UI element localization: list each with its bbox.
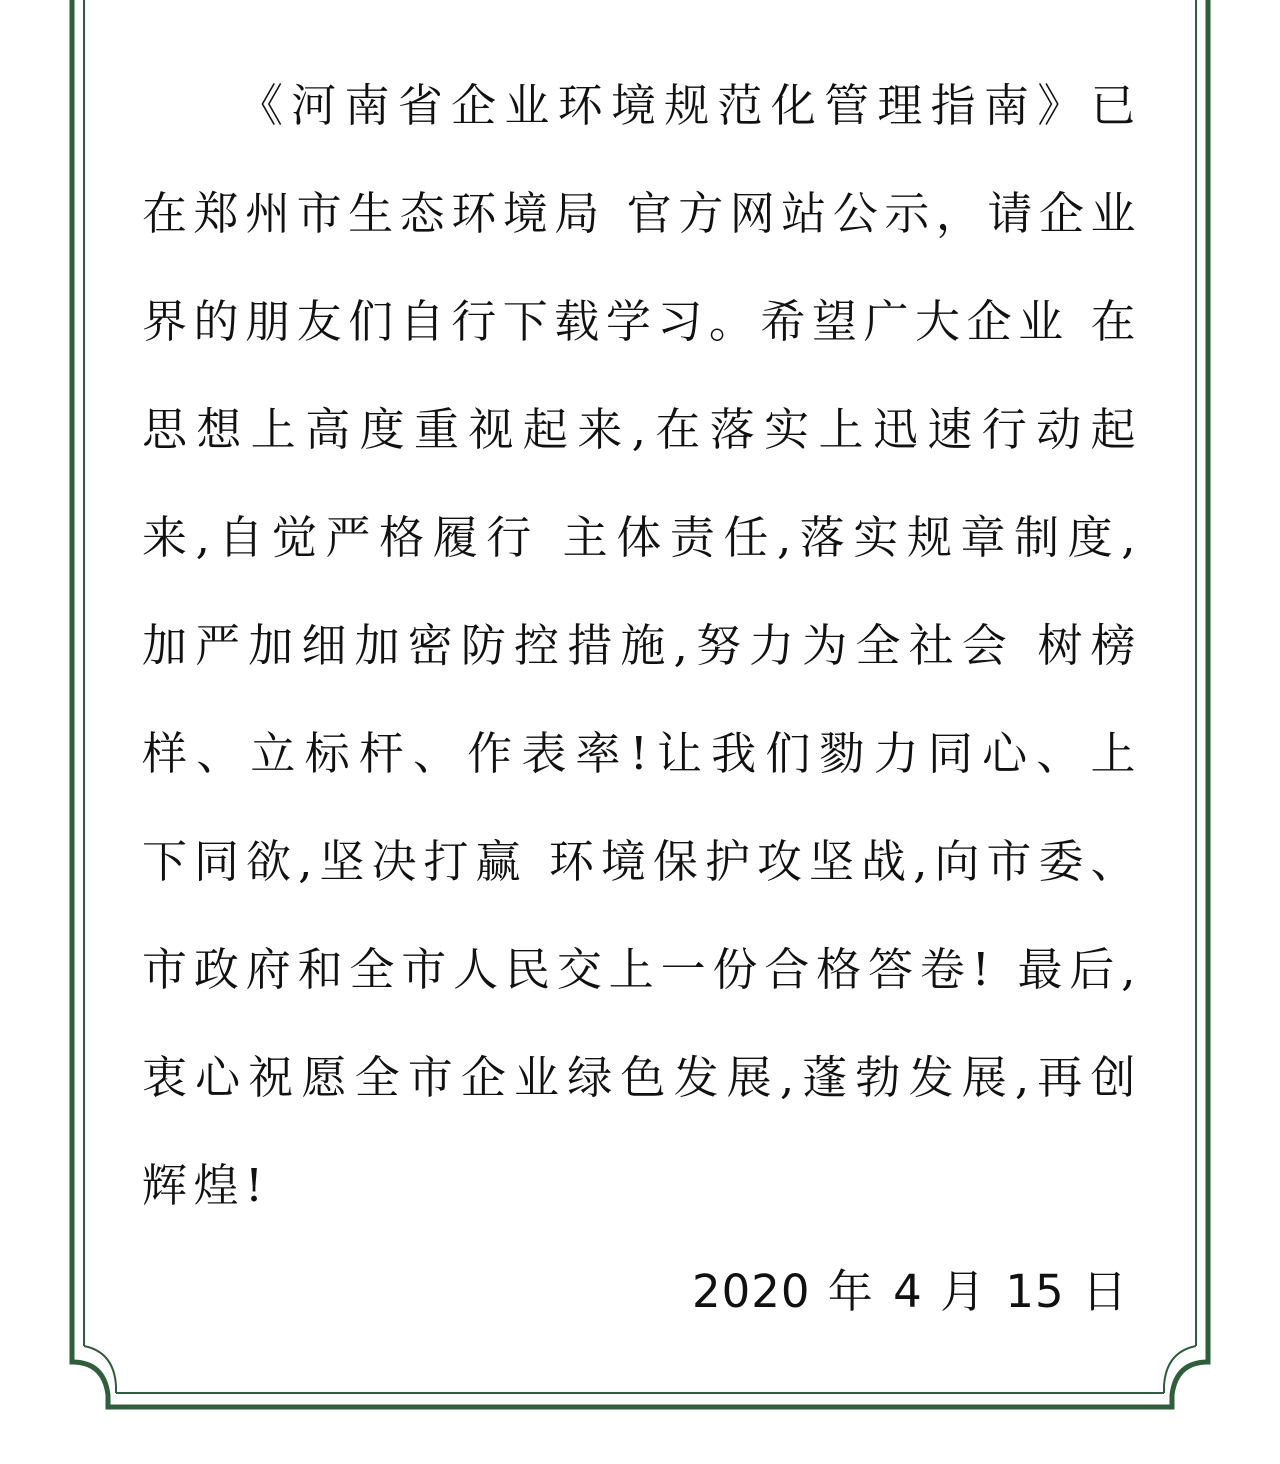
date-day-unit: 日 — [1081, 1265, 1130, 1318]
date-month: 4 — [893, 1265, 923, 1318]
date-year-unit: 年 — [827, 1265, 876, 1318]
date-year: 2020 — [691, 1265, 811, 1318]
date-month-unit: 月 — [940, 1265, 989, 1318]
letter-content — [142, 52, 1142, 1240]
letter-body: 《河南省企业环境规范化管理指南》已在郑州市生态环境局 官方网站公示，请企业界的朋友们自行下载学习。希望广大企业 在思想上高度重视起来,在落实上迅速行动起来,自觉严格履行 主体责任,落实规章制度,加严加细加密防控措施,努力为全社会 树榜样、立标杆、作表率!让我们勠力同心、上下同欲,坚决打赢 环境保护攻坚战,向市委、市政府和全市人民交上一份合格答卷! 最后,衷心祝愿全市企业绿色发展,蓬勃发展,再创辉煌! — [142, 79, 1142, 1212]
date-day: 15 — [1005, 1265, 1065, 1318]
letter-date — [692, 1262, 1130, 1322]
